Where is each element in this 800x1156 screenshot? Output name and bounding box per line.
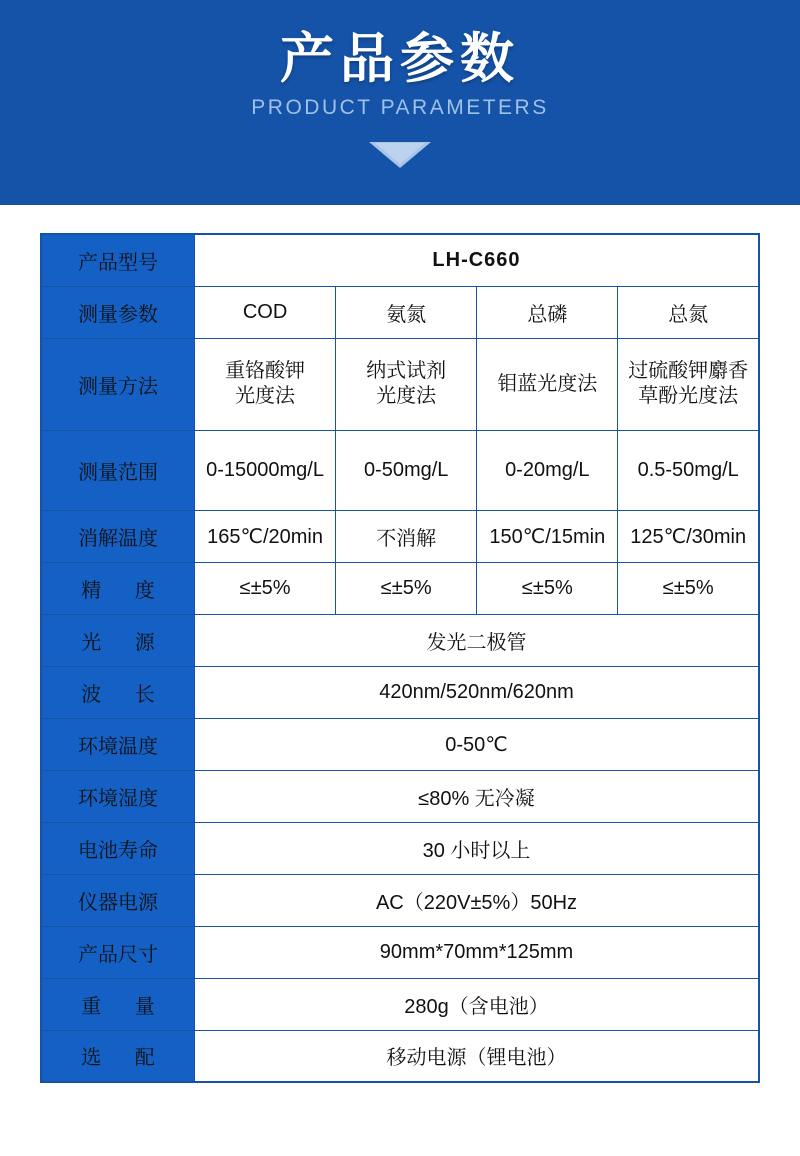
cell-weight-value: 280g（含电池）	[195, 978, 760, 1030]
cell-accuracy-tp: ≤±5%	[477, 562, 618, 614]
chevron-down-icon	[369, 142, 431, 168]
cell-ambient-temp-value: 0-50℃	[195, 718, 760, 770]
cell-param-tp: 总磷	[477, 286, 618, 338]
cell-range-tp: 0-20mg/L	[477, 430, 618, 510]
spec-table-body	[41, 234, 759, 1082]
table-row	[41, 338, 759, 430]
cell-ambient-humidity-value: ≤80% 无冷凝	[195, 770, 760, 822]
cell-battery-life-value: 30 小时以上	[195, 822, 760, 874]
table-row	[41, 874, 759, 926]
cell-param-cod: COD	[195, 286, 336, 338]
row-label-power-supply: 仪器电源	[41, 874, 195, 926]
cell-light-source-value: 发光二极管	[195, 614, 760, 666]
cell-method-tp: 钼蓝光度法	[477, 338, 618, 430]
row-label-ambient-humidity: 环境湿度	[41, 770, 195, 822]
cell-optional-value: 移动电源（锂电池）	[195, 1030, 760, 1082]
table-row	[41, 430, 759, 510]
page-title: 产品参数	[280, 29, 520, 89]
row-label-method: 测量方法	[41, 338, 195, 430]
row-label-model: 产品型号	[41, 234, 195, 286]
table-row	[41, 718, 759, 770]
cell-method-tn: 过硫酸钾麝香 草酚光度法	[618, 338, 759, 430]
cell-method-cod: 重铬酸钾 光度法	[195, 338, 336, 430]
row-label-weight: 重 量	[41, 978, 195, 1030]
cell-power-supply-value: AC（220V±5%）50Hz	[195, 874, 760, 926]
cell-range-cod: 0-15000mg/L	[195, 430, 336, 510]
cell-range-tn: 0.5-50mg/L	[618, 430, 759, 510]
table-row	[41, 926, 759, 978]
table-row	[41, 286, 759, 338]
table-row	[41, 822, 759, 874]
cell-accuracy-cod: ≤±5%	[195, 562, 336, 614]
row-label-digestion-temp: 消解温度	[41, 510, 195, 562]
table-row	[41, 562, 759, 614]
table-row	[41, 510, 759, 562]
cell-param-nh3n: 氨氮	[336, 286, 477, 338]
cell-wavelength-value: 420nm/520nm/620nm	[195, 666, 760, 718]
row-label-dimensions: 产品尺寸	[41, 926, 195, 978]
cell-param-tn: 总氮	[618, 286, 759, 338]
cell-digest-tn: 125℃/30min	[618, 510, 759, 562]
cell-model-value: LH-C660	[195, 234, 760, 286]
cell-digest-tp: 150℃/15min	[477, 510, 618, 562]
row-label-light-source: 光 源	[41, 614, 195, 666]
table-row	[41, 770, 759, 822]
cell-range-nh3n: 0-50mg/L	[336, 430, 477, 510]
page-header-banner	[0, 0, 800, 205]
page-subtitle: PRODUCT PARAMETERS	[251, 96, 549, 120]
table-row	[41, 614, 759, 666]
cell-dimensions-value: 90mm*70mm*125mm	[195, 926, 760, 978]
table-row	[41, 234, 759, 286]
cell-accuracy-tn: ≤±5%	[618, 562, 759, 614]
row-label-optional: 选 配	[41, 1030, 195, 1082]
cell-digest-nh3n: 不消解	[336, 510, 477, 562]
table-row	[41, 666, 759, 718]
table-row	[41, 1030, 759, 1082]
cell-digest-cod: 165℃/20min	[195, 510, 336, 562]
row-label-battery-life: 电池寿命	[41, 822, 195, 874]
table-row	[41, 978, 759, 1030]
row-label-ambient-temp: 环境温度	[41, 718, 195, 770]
product-spec-table	[40, 233, 760, 1083]
row-label-accuracy: 精 度	[41, 562, 195, 614]
cell-method-nh3n: 纳式试剂 光度法	[336, 338, 477, 430]
cell-accuracy-nh3n: ≤±5%	[336, 562, 477, 614]
row-label-parameters: 测量参数	[41, 286, 195, 338]
row-label-wavelength: 波 长	[41, 666, 195, 718]
spec-table-container	[0, 205, 800, 1083]
row-label-range: 测量范围	[41, 430, 195, 510]
